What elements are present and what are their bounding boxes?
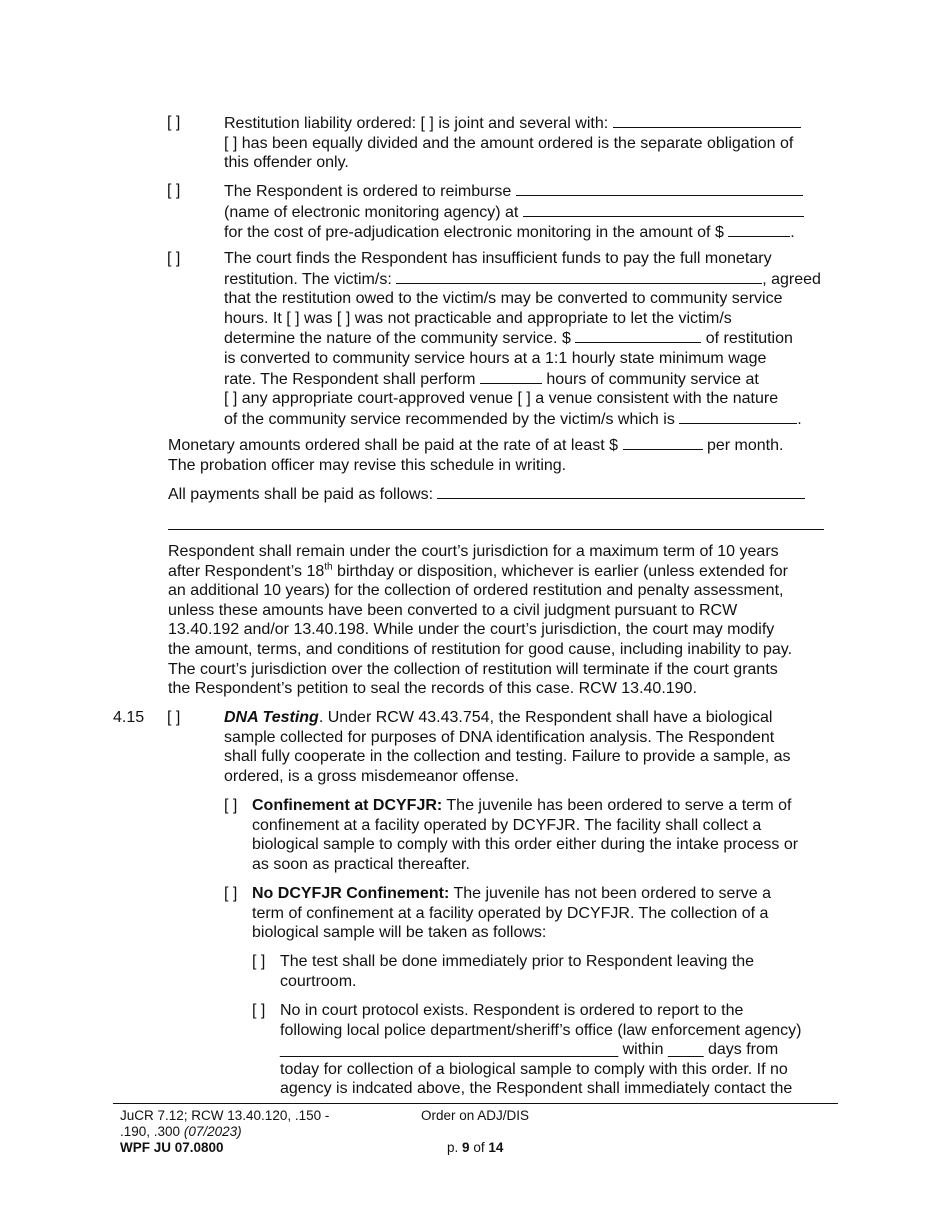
payments-field-line2[interactable] [168, 529, 824, 530]
monetary-section [168, 435, 838, 475]
reimburse-section [224, 181, 838, 243]
jurisdiction-sup: th [324, 561, 333, 573]
jurisdiction-line3: an additional 10 years) for the collection of ordered restitution and penalty assessment, [168, 582, 784, 600]
footer-date: (07/2023) [183, 1124, 242, 1139]
jurisdiction-line1: Respondent shall remain under the court’s jurisdiction for a maximum term of 10 years [168, 543, 779, 560]
no-confinement-title: No DCYFJR Confinement: [252, 885, 450, 902]
monthly-rate-field[interactable] [623, 435, 703, 450]
restitution-liability-checkbox[interactable]: [ ] [167, 114, 181, 131]
reimburse-line2: (name of electronic monitoring agency) at [224, 203, 519, 221]
insufficient-line4: hours. It [ ] was [ ] was not practicable and appropriate to let the victim/s [224, 309, 732, 327]
no-confinement-line2: term of confinement at a facility operated by DCYFJR. The collection of a [252, 904, 769, 922]
footer-form-number: WPF JU 07.0800 [120, 1140, 224, 1155]
insufficient-line5b: of restitution [705, 330, 793, 348]
section-number: 4.15 [113, 709, 145, 726]
no-protocol-checkbox[interactable]: [ ] [252, 1002, 266, 1019]
insufficient-line2a: restitution. The victim/s: [224, 270, 392, 288]
monitoring-amount-field[interactable] [728, 222, 790, 237]
reimburse-line3: for the cost of pre-adjudication electronic monitoring in the amount of $ [224, 224, 724, 242]
insufficient-line2b: , agreed [762, 270, 821, 288]
jurisdiction-line5: 13.40.192 and/or 13.40.198. While under the court’s jurisdiction, the court may modify [168, 621, 775, 639]
footer-title: Order on ADJ/DIS [421, 1108, 530, 1123]
reimburse-period: . [790, 224, 795, 242]
insufficient-line7b: hours of community service at [546, 370, 759, 388]
no-protocol-line3[interactable]: ______________________________________ within ____ days from [280, 1041, 779, 1059]
dna-line1: . Under RCW 43.43.754, the Respondent shall have a biological [318, 709, 773, 726]
no-protocol-line5: agency is indcated above, the Respondent shall immediately contact the [280, 1080, 793, 1098]
immediate-line1: The test shall be done immediately prior to Respondent leaving the [280, 953, 755, 970]
monetary-line1b: per month. [706, 437, 784, 454]
reimburse-line1: The Respondent is ordered to reimburse [224, 183, 512, 200]
confinement-option [224, 796, 838, 876]
restitution-liability-section [224, 113, 838, 173]
immediate-test-checkbox[interactable]: [ ] [252, 953, 266, 970]
dna-testing-title: DNA Testing [224, 709, 319, 726]
dna-line3: shall fully cooperate in the collection and testing. Failure to provide a sample, as [224, 748, 791, 766]
insufficient-funds-section [224, 249, 838, 429]
restitution-converted-amount-field[interactable] [575, 328, 701, 343]
immediate-test-option [252, 952, 838, 992]
no-confinement-line1: The juvenile has not been ordered to serve a [449, 885, 772, 902]
joint-several-with-field[interactable] [613, 113, 801, 128]
payments-field[interactable] [437, 484, 805, 499]
no-confinement-checkbox[interactable]: [ ] [224, 885, 238, 902]
insufficient-line6: is converted to community service hours at a 1:1 hourly state minimum wage [224, 349, 767, 367]
confinement-checkbox[interactable]: [ ] [224, 797, 238, 814]
footer-rule-citation [120, 1108, 329, 1140]
insufficient-line9a: of the community service recommended by the victim/s which is [224, 410, 675, 428]
confinement-line2: confinement at a facility operated by DCYFJR. The facility shall collect a [252, 816, 762, 834]
service-hours-field[interactable] [480, 369, 542, 384]
no-protocol-line1: No in court protocol exists. Respondent is ordered to report to the [280, 1002, 744, 1019]
jurisdiction-line2b: birthday or disposition, whichever is earlier (unless extended for [332, 562, 788, 580]
insufficient-funds-checkbox[interactable]: [ ] [167, 250, 181, 267]
confinement-line4: as soon as practical thereafter. [252, 855, 470, 873]
insufficient-line3: that the restitution owed to the victim/s may be converted to community service [224, 290, 783, 308]
insufficient-line8: [ ] any appropriate court-approved venue [ ] a venue consistent with the nature [224, 390, 779, 408]
page-of: of [473, 1140, 485, 1155]
no-protocol-option [252, 1001, 838, 1101]
immediate-line2: courtroom. [280, 972, 357, 990]
page-total: 14 [488, 1140, 504, 1155]
footer-page-number [447, 1140, 503, 1156]
restitution-liability-line2: [ ] has been equally divided and the amount ordered is the separate obligation of [224, 134, 794, 152]
reimburse-checkbox[interactable]: [ ] [167, 182, 181, 199]
jurisdiction-line6: the amount, terms, and conditions of restitution for good cause, including inability to pay. [168, 640, 793, 658]
monetary-line2: The probation officer may revise this schedule in writing. [168, 456, 567, 474]
dna-testing-checkbox[interactable]: [ ] [167, 709, 181, 726]
insufficient-line1: The court finds the Respondent has insufficient funds to pay the full monetary [224, 250, 772, 267]
dna-testing-section [224, 708, 838, 786]
recommended-service-field[interactable] [679, 409, 797, 424]
insufficient-period: . [797, 410, 802, 428]
insufficient-line7a: rate. The Respondent shall perform [224, 370, 476, 388]
monetary-line1a: Monetary amounts ordered shall be paid at the rate of at least $ [168, 437, 619, 454]
no-confinement-line3: biological sample will be taken as follows: [252, 924, 547, 942]
payments-label: All payments shall be paid as follows: [168, 486, 434, 503]
dna-line2: sample collected for purposes of DNA identification analysis. The Respondent [224, 728, 775, 746]
monitoring-rate-field[interactable] [523, 202, 804, 217]
jurisdiction-line2a: after Respondent’s 18 [168, 562, 325, 580]
monitoring-agency-field[interactable] [516, 181, 803, 196]
confinement-title: Confinement at DCYFJR: [252, 797, 443, 814]
no-protocol-line4: today for collection of a biological sample to comply with this order. If no [280, 1060, 788, 1078]
footer-rule-line2a: .190, .300 [120, 1124, 181, 1139]
no-protocol-line2: following local police department/sheriff’s office (law enforcement agency) [280, 1021, 802, 1039]
payments-section [168, 484, 838, 505]
victims-field[interactable] [396, 269, 762, 284]
page-num: 9 [462, 1140, 470, 1155]
page-prefix: p. [447, 1140, 459, 1155]
jurisdiction-paragraph [168, 542, 838, 699]
confinement-line3: biological sample to comply with this order either during the intake process or [252, 836, 799, 854]
jurisdiction-line4: unless these amounts have been converted to a civil judgment pursuant to RCW [168, 601, 738, 619]
jurisdiction-line7: The court’s jurisdiction over the collection of restitution will terminate if the court grants [168, 660, 778, 678]
restitution-liability-line1: Restitution liability ordered: [ ] is joint and several with: [224, 115, 609, 132]
insufficient-line5a: determine the nature of the community service. $ [224, 330, 571, 348]
footer-rule-line1: JuCR 7.12; RCW 13.40.120, .150 - [120, 1108, 330, 1123]
jurisdiction-line8: the Respondent’s petition to seal the records of this case. RCW 13.40.190. [168, 680, 697, 698]
footer-rule [113, 1103, 838, 1104]
confinement-line1: The juvenile has been ordered to serve a term of [442, 797, 792, 814]
restitution-liability-line3: this offender only. [224, 154, 349, 172]
dna-line4: ordered, is a gross misdemeanor offense. [224, 767, 519, 785]
no-confinement-option [224, 884, 838, 944]
